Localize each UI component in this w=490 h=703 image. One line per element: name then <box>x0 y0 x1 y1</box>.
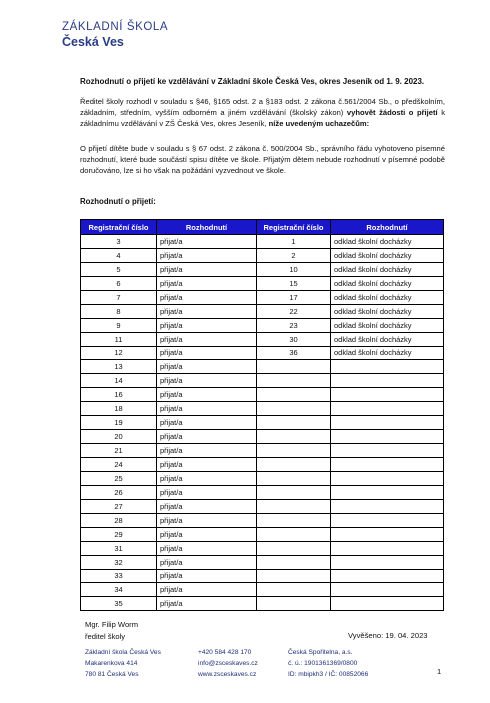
decision-cell: přijat/a <box>157 388 257 402</box>
table-row <box>81 360 444 374</box>
reg-number-cell <box>257 569 331 583</box>
reg-number-cell: 34 <box>81 583 157 597</box>
reg-number-cell: 18 <box>81 402 157 416</box>
reg-number-cell <box>257 541 331 555</box>
table-row <box>81 235 444 249</box>
decision-cell: odklad školní docházky <box>331 346 444 360</box>
table-row <box>81 290 444 304</box>
decision-cell <box>331 458 444 472</box>
decision-text-1: Ředitel školy rozhodl v souladu s §46, §165 odst. 2 a §183 odst. 2 zákona č.561/2004 Sb., o předškolním, základním, středním, vyšším odborném a jiném vzdělávání (školský zákon) <box>80 97 445 117</box>
decision-cell: odklad školní docházky <box>331 318 444 332</box>
footer-line: Makarenkova 414 <box>85 660 138 667</box>
decision-cell: přijat/a <box>157 569 257 583</box>
footer-line: Česká Spořitelna, a.s. <box>288 649 353 656</box>
decision-cell: přijat/a <box>157 374 257 388</box>
decision-bold-2: níže uvedeným uchazečům: <box>268 119 370 128</box>
footer-line: ID: mbipkh3 / IČ: 00852066 <box>288 671 369 678</box>
reg-number-cell: 35 <box>81 597 157 611</box>
decision-cell: přijat/a <box>157 304 257 318</box>
decision-cell: přijat/a <box>157 555 257 569</box>
decision-cell: přijat/a <box>157 360 257 374</box>
footer-phone: +420 584 428 170 <box>198 649 252 656</box>
reg-number-cell: 3 <box>81 235 157 249</box>
reg-number-cell <box>257 471 331 485</box>
decision-cell: přijat/a <box>157 276 257 290</box>
reg-number-cell: 32 <box>81 555 157 569</box>
decision-cell <box>331 485 444 499</box>
decision-cell: přijat/a <box>157 318 257 332</box>
table-row <box>81 541 444 555</box>
decision-cell: přijat/a <box>157 458 257 472</box>
document-title: Rozhodnutí o přijetí ke vzdělávání v Základní škole Česká Ves, okres Jeseník od 1. 9. 2023. <box>80 77 425 86</box>
table-row <box>81 471 444 485</box>
reg-number-cell: 7 <box>81 290 157 304</box>
reg-number-cell: 12 <box>81 346 157 360</box>
table-row <box>81 597 444 611</box>
table-header-row <box>81 220 444 235</box>
table-row <box>81 458 444 472</box>
decision-bold-1: vyhovět žádosti o přijetí <box>346 108 438 117</box>
table-row <box>81 513 444 527</box>
reg-number-cell: 27 <box>81 499 157 513</box>
table-row <box>81 569 444 583</box>
table-row <box>81 555 444 569</box>
header-decision-2: Rozhodnutí <box>331 220 444 235</box>
reg-number-cell: 19 <box>81 416 157 430</box>
reg-number-cell <box>257 430 331 444</box>
reg-number-cell: 17 <box>257 290 331 304</box>
decision-cell <box>331 402 444 416</box>
reg-number-cell: 10 <box>257 262 331 276</box>
reg-number-cell: 5 <box>81 262 157 276</box>
reg-number-cell: 28 <box>81 513 157 527</box>
reg-number-cell <box>257 360 331 374</box>
table-row <box>81 304 444 318</box>
footer-line: Základní škola Česká Ves <box>85 649 161 656</box>
decision-cell: odklad školní docházky <box>331 262 444 276</box>
footer-line: 780 81 Česká Ves <box>85 671 139 678</box>
decision-cell: přijat/a <box>157 402 257 416</box>
table-row <box>81 583 444 597</box>
table-row <box>81 248 444 262</box>
header-decision-1: Rozhodnutí <box>157 220 257 235</box>
footer-web-link[interactable]: www.zsceskaves.cz <box>198 671 257 678</box>
table-row <box>81 262 444 276</box>
table-row <box>81 346 444 360</box>
decision-cell <box>331 583 444 597</box>
decision-cell <box>331 499 444 513</box>
page-number: 1 <box>437 667 442 676</box>
decision-cell <box>331 388 444 402</box>
footer-bank <box>288 647 368 680</box>
reg-number-cell: 14 <box>81 374 157 388</box>
decision-cell: přijat/a <box>157 499 257 513</box>
reg-number-cell: 22 <box>257 304 331 318</box>
decision-cell <box>331 569 444 583</box>
decision-cell: přijat/a <box>157 235 257 249</box>
decision-cell: přijat/a <box>157 332 257 346</box>
reg-number-cell <box>257 388 331 402</box>
reg-number-cell: 31 <box>81 541 157 555</box>
table-row <box>81 374 444 388</box>
reg-number-cell <box>257 513 331 527</box>
reg-number-cell: 24 <box>81 458 157 472</box>
reg-number-cell: 29 <box>81 527 157 541</box>
signatory-name: Mgr. Filip Worm <box>85 620 139 629</box>
reg-number-cell: 33 <box>81 569 157 583</box>
signatory-role: ředitel školy <box>85 632 126 641</box>
reg-number-cell: 9 <box>81 318 157 332</box>
decision-cell <box>331 360 444 374</box>
decision-cell: přijat/a <box>157 583 257 597</box>
reg-number-cell: 26 <box>81 485 157 499</box>
reg-number-cell: 16 <box>81 388 157 402</box>
decision-cell <box>331 597 444 611</box>
reg-number-cell: 6 <box>81 276 157 290</box>
table-row <box>81 416 444 430</box>
header-reg-number-1: Registrační číslo <box>81 220 157 235</box>
reg-number-cell: 23 <box>257 318 331 332</box>
table-row <box>81 332 444 346</box>
decision-subheading: Rozhodnutí o přijetí: <box>80 197 156 206</box>
decision-cell: přijat/a <box>157 527 257 541</box>
reg-number-cell <box>257 555 331 569</box>
reg-number-cell: 13 <box>81 360 157 374</box>
reg-number-cell: 4 <box>81 248 157 262</box>
table-row <box>81 276 444 290</box>
reg-number-cell: 15 <box>257 276 331 290</box>
reg-number-cell: 2 <box>257 248 331 262</box>
decision-cell: přijat/a <box>157 513 257 527</box>
decision-cell: odklad školní docházky <box>331 304 444 318</box>
decision-cell <box>331 541 444 555</box>
table-row <box>81 402 444 416</box>
decision-cell: přijat/a <box>157 430 257 444</box>
footer-address <box>85 647 161 680</box>
reg-number-cell <box>257 374 331 388</box>
decision-cell: odklad školní docházky <box>331 332 444 346</box>
reg-number-cell: 20 <box>81 430 157 444</box>
reg-number-cell: 11 <box>81 332 157 346</box>
table-row <box>81 388 444 402</box>
decision-cell <box>331 416 444 430</box>
table-row <box>81 527 444 541</box>
reg-number-cell <box>257 527 331 541</box>
decision-cell <box>331 471 444 485</box>
table-row <box>81 318 444 332</box>
decision-cell: přijat/a <box>157 485 257 499</box>
footer-line: č. ú.: 1901361369/0800 <box>288 660 358 667</box>
reg-number-cell: 8 <box>81 304 157 318</box>
reg-number-cell <box>257 583 331 597</box>
reg-number-cell: 30 <box>257 332 331 346</box>
reg-number-cell <box>257 444 331 458</box>
table-row <box>81 444 444 458</box>
reg-number-cell <box>257 402 331 416</box>
decision-cell: přijat/a <box>157 416 257 430</box>
decision-cell: přijat/a <box>157 290 257 304</box>
decision-cell: přijat/a <box>157 262 257 276</box>
decision-cell: přijat/a <box>157 471 257 485</box>
decision-cell <box>331 555 444 569</box>
table-row <box>81 485 444 499</box>
decision-cell <box>331 527 444 541</box>
decision-cell: odklad školní docházky <box>331 248 444 262</box>
decision-cell: přijat/a <box>157 248 257 262</box>
reg-number-cell: 21 <box>81 444 157 458</box>
reg-number-cell <box>257 499 331 513</box>
decision-cell <box>331 374 444 388</box>
reg-number-cell: 1 <box>257 235 331 249</box>
decision-cell: přijat/a <box>157 346 257 360</box>
decision-cell <box>331 513 444 527</box>
decision-cell: přijat/a <box>157 541 257 555</box>
reg-number-cell <box>257 597 331 611</box>
decision-cell: přijat/a <box>157 597 257 611</box>
reg-number-cell <box>257 416 331 430</box>
decision-cell <box>331 430 444 444</box>
posted-date: Vyvěšeno: 19. 04. 2023 <box>348 631 428 640</box>
reg-number-cell <box>257 458 331 472</box>
header-reg-number-2: Registrační číslo <box>257 220 331 235</box>
admission-table <box>80 219 444 611</box>
school-logo-line2: Česká Ves <box>62 35 124 49</box>
reg-number-cell: 36 <box>257 346 331 360</box>
footer-email-link[interactable]: info@zsceskaves.cz <box>198 660 258 667</box>
decision-cell: odklad školní docházky <box>331 276 444 290</box>
decision-cell: odklad školní docházky <box>331 290 444 304</box>
decision-cell: přijat/a <box>157 444 257 458</box>
footer-contact <box>198 647 258 680</box>
notice-paragraph: O přijetí dítěte bude v souladu s § 67 odst. 2 zákona č. 500/2004 Sb., správního řádu vyhotoveno písemné rozhodnutí, které bude součástí spisu dítěte ve škole. Přijatým dětem nebude rozhodnutí v písemné podobě doručováno, lze si ho však na požádání vyzvednout ve škole. <box>80 144 445 175</box>
school-logo-line1: ZÁKLADNÍ ŠKOLA <box>62 21 169 33</box>
decision-cell <box>331 444 444 458</box>
decision-text-2: k základnímu vzdělávání v ZŠ Česká Ves, okres Jeseník, <box>80 108 445 128</box>
table-row <box>81 430 444 444</box>
reg-number-cell: 25 <box>81 471 157 485</box>
reg-number-cell <box>257 485 331 499</box>
decision-cell: odklad školní docházky <box>331 235 444 249</box>
decision-paragraph <box>80 96 445 129</box>
table-row <box>81 499 444 513</box>
